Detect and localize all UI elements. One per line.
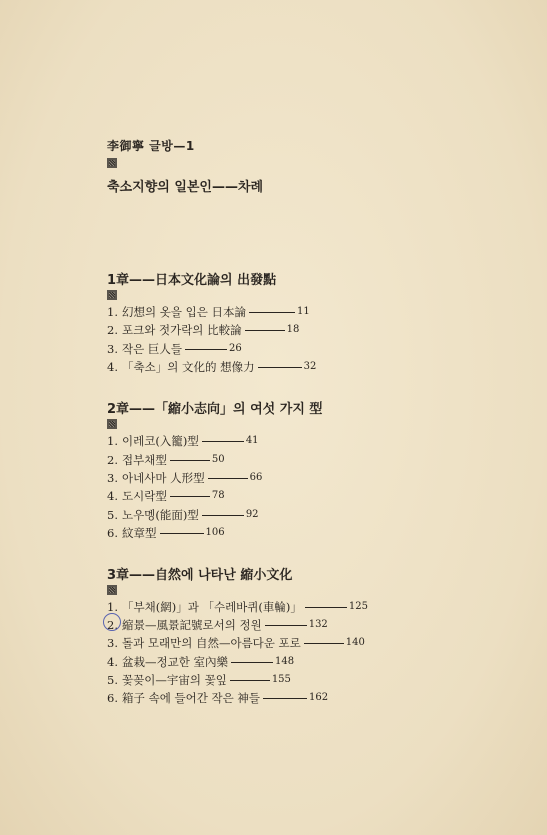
entry-page: 92 — [245, 509, 259, 520]
leader-line — [208, 478, 248, 479]
entry-title: 이레코(入籠)型 — [122, 434, 199, 448]
leader-line — [249, 312, 295, 313]
entry-number: 5. — [107, 673, 118, 687]
toc-entry[interactable] — [107, 359, 316, 375]
entry-title: 盆栽—정교한 室內樂 — [122, 655, 228, 669]
leader-line — [245, 330, 285, 331]
section-mark-icon — [107, 158, 117, 168]
entry-title: 접부채型 — [122, 453, 167, 467]
entry-page: 155 — [271, 674, 291, 685]
entry-title: 縮景—風景記號로서의 정원 — [122, 618, 262, 632]
entry-number-circled: 2. — [107, 617, 122, 633]
toc-entry[interactable] — [107, 341, 242, 357]
entry-number: 2. — [107, 323, 118, 337]
entry-page: 140 — [345, 637, 365, 648]
toc-entry[interactable] — [107, 452, 225, 468]
entry-page: 11 — [297, 306, 310, 317]
entry-title: 돌과 모래만의 自然—아름다운 포로 — [122, 636, 301, 650]
entry-number: 4. — [107, 655, 118, 669]
toc-entry[interactable] — [107, 635, 365, 651]
entry-title: 꽃꽂이—宇宙의 꽃잎 — [122, 673, 227, 687]
toc-entry[interactable] — [107, 322, 299, 338]
entry-number: 4. — [107, 360, 118, 374]
entry-title: 작은 巨人들 — [122, 342, 182, 356]
leader-line — [160, 533, 204, 534]
entry-title: 「부채(網)」과 「수레바퀴(車輪)」 — [122, 600, 302, 614]
entry-page: 148 — [274, 656, 295, 667]
chapter-1-title: 1章——日本文化論의 出發點 — [107, 273, 277, 288]
entry-title: 도시락型 — [122, 489, 167, 503]
entry-page: 18 — [286, 324, 300, 335]
entry-title: 아네사마 人形型 — [122, 471, 205, 485]
toc-entry[interactable] — [107, 304, 310, 320]
entry-title: 箱子 속에 들어간 작은 神들 — [122, 691, 260, 705]
toc-entry[interactable] — [107, 654, 294, 670]
toc-entry[interactable] — [107, 525, 225, 541]
entry-page: 106 — [205, 527, 225, 538]
entry-title: 포크와 젓가락의 比較論 — [122, 323, 242, 337]
entry-title: 「축소」의 文化的 想像力 — [122, 360, 255, 374]
leader-line — [202, 515, 244, 516]
entry-number: 1. — [107, 434, 118, 448]
leader-line — [170, 496, 210, 497]
leader-line — [230, 680, 270, 681]
entry-page: 41 — [245, 435, 259, 446]
toc-entry[interactable] — [107, 470, 262, 486]
toc-entry[interactable] — [107, 690, 328, 706]
entry-number: 3. — [107, 636, 118, 650]
toc-entry[interactable] — [107, 599, 368, 615]
entry-number: 1. — [107, 305, 118, 319]
toc-entry[interactable] — [107, 488, 225, 504]
entry-title: 노우멩(能面)型 — [122, 508, 199, 522]
entry-title: 紋章型 — [122, 526, 157, 540]
entry-page: 162 — [309, 692, 329, 703]
toc-entry[interactable] — [107, 617, 328, 633]
leader-line — [202, 441, 244, 442]
chapter-2-title: 2章——「縮小志向」의 여섯 가지 型 — [107, 402, 323, 417]
leader-line — [185, 349, 227, 350]
entry-number: 1. — [107, 600, 118, 614]
toc-entry[interactable] — [107, 507, 259, 523]
entry-number: 5. — [107, 508, 118, 522]
toc-entry[interactable] — [107, 672, 291, 688]
leader-line — [305, 607, 347, 608]
leader-line — [265, 625, 307, 626]
toc-entry[interactable] — [107, 433, 259, 449]
leader-line — [231, 662, 273, 663]
entry-page: 66 — [249, 472, 263, 483]
contents-title: 축소지향의 일본인——차례 — [107, 180, 264, 195]
chapter-3-title: 3章——自然에 나타난 縮小文化 — [107, 568, 293, 583]
leader-line — [304, 643, 344, 644]
leader-line — [170, 460, 210, 461]
chapter-3-mark-icon — [107, 585, 117, 595]
entry-number: 6. — [107, 691, 118, 705]
entry-page: 132 — [308, 619, 328, 630]
entry-page: 125 — [348, 601, 368, 612]
leader-line — [258, 367, 302, 368]
entry-number: 3. — [107, 342, 118, 356]
entry-number: 4. — [107, 489, 118, 503]
entry-page: 26 — [228, 343, 242, 354]
series-label: 李御寧 글방—1 — [107, 139, 195, 153]
entry-page: 50 — [211, 454, 225, 465]
leader-line — [263, 698, 307, 699]
entry-number: 6. — [107, 526, 118, 540]
entry-page: 78 — [211, 490, 225, 501]
entry-number: 3. — [107, 471, 118, 485]
entry-number: 2. — [107, 453, 118, 467]
chapter-2-mark-icon — [107, 419, 117, 429]
entry-title: 幻想의 옷을 입은 日本論 — [122, 305, 247, 319]
entry-page: 32 — [303, 361, 317, 372]
chapter-1-mark-icon — [107, 290, 117, 300]
